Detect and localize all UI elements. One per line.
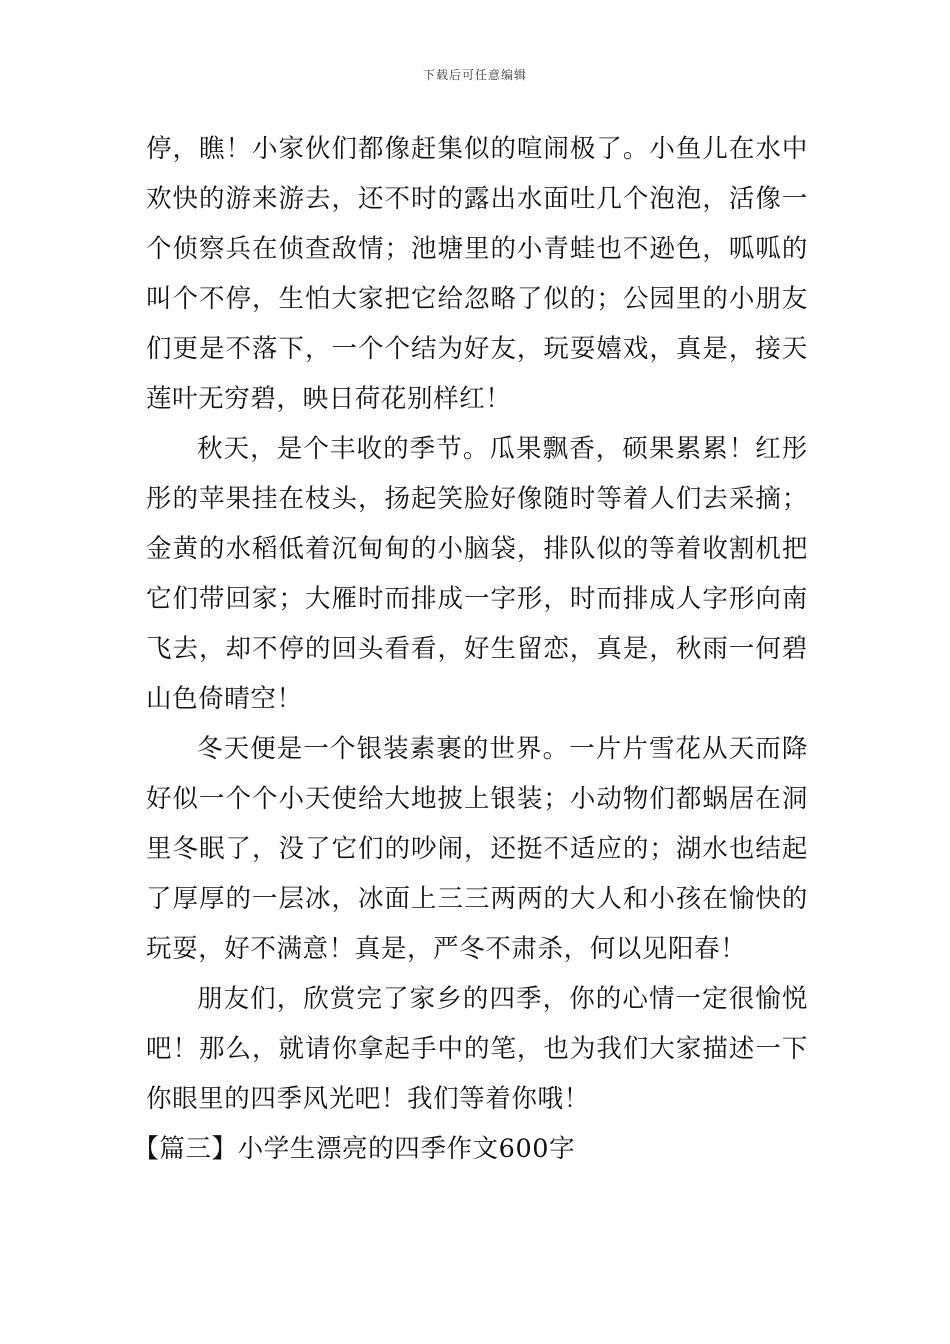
section-heading: 【篇三】小学生漂亮的四季作文600字 <box>133 1134 576 1164</box>
paragraph-summer-continued: 停，瞧！小家伙们都像赶集似的喧闹极了。小鱼儿在水中欢快的游来游去，还不时的露出水面吐几个泡泡，活像一个侦察兵在侦查敌情；池塘里的小青蛙也不逊色，呱呱的叫个不停，生怕大家把它给忽略了似的；公园里的小朋友们更是不落下，一个个结为好友，玩耍嬉戏，真是，接天莲叶无穷碧，映日荷花别样红！ <box>146 134 808 414</box>
paragraph-autumn: 秋天，是个丰收的季节。瓜果飘香，硕果累累！红彤彤的苹果挂在枝头，扬起笑脸好像随时等着人们去采摘；金黄的水稻低着沉甸甸的小脑袋，排队似的等着收割机把它们带回家；大雁时而排成一字形，时而排成人字形向南飞去，却不停的回头看看，好生留恋，真是，秋雨一何碧山色倚晴空！ <box>146 434 808 714</box>
page-header: 下载后可任意编辑 <box>422 68 527 82</box>
paragraph-winter: 冬天便是一个银装素裹的世界。一片片雪花从天而降好似一个个小天使给大地披上银装；小动物们都蜗居在洞里冬眠了，没了它们的吵闹，还挺不适应的；湖水也结起了厚厚的一层冰，冰面上三三两两的大人和小孩在愉快的玩耍，好不满意！真是，严冬不肃杀，何以见阳春！ <box>146 734 808 964</box>
paragraph-conclusion: 朋友们，欣赏完了家乡的四季，你的心情一定很愉悦吧！那么，就请你拿起手中的笔，也为我们大家描述一下你眼里的四季风光吧！我们等着你哦！ <box>146 984 808 1114</box>
document-body <box>133 124 808 1174</box>
